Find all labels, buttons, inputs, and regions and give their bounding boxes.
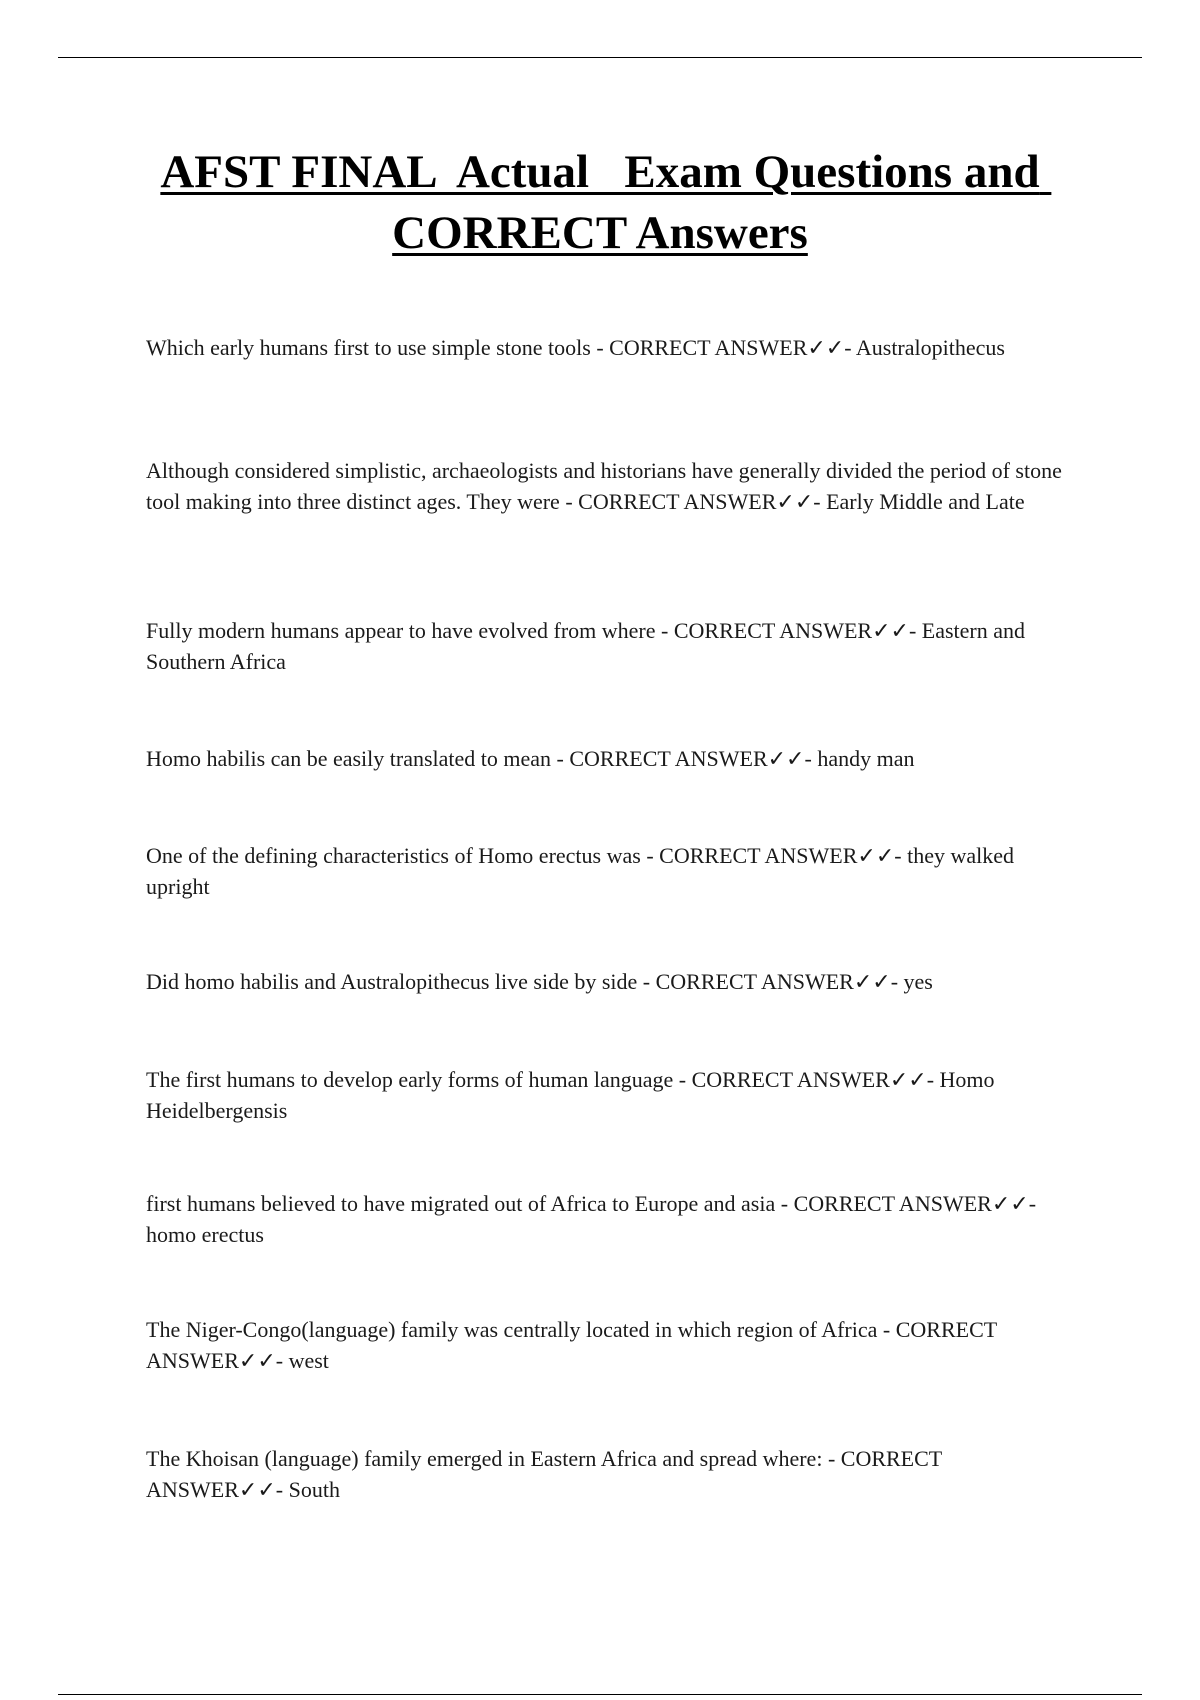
question-text: Although considered simplistic, archaeologists and historians have generally divided the period of stone tool making into three distinct ages. They were	[146, 458, 1062, 514]
qa-item: first humans believed to have migrated out of Africa to Europe and asia - CORRECT ANSWER✓✓- homo erectus	[146, 1191, 1037, 1247]
qa-item: One of the defining characteristics of Homo erectus was - CORRECT ANSWER✓✓- they walked upright	[146, 843, 1014, 899]
answer-text: Australopithecus	[855, 335, 1005, 360]
answer-marker: CORRECT ANSWER✓✓	[655, 969, 891, 994]
question-text: Which early humans first to use simple stone tools	[146, 335, 591, 360]
footer-rule	[58, 1694, 1142, 1695]
qa-item: The Khoisan (language) family emerged in Eastern Africa and spread where: - CORRECT ANSWER✓✓- South	[146, 1446, 942, 1502]
question-text: Did homo habilis and Australopithecus live side by side	[146, 969, 638, 994]
answer-text: South	[288, 1477, 340, 1502]
question-text: Fully modern humans appear to have evolved from where	[146, 618, 656, 643]
page-title: AFST FINAL Actual Exam Questions and CORRECT Answers	[160, 146, 1052, 259]
answer-text: Homo Heidelbergensis	[146, 1067, 995, 1123]
question-text: Homo habilis can be easily translated to mean	[146, 746, 552, 771]
qa-item: Did homo habilis and Australopithecus live side by side - CORRECT ANSWER✓✓- yes	[146, 969, 933, 994]
question-text: One of the defining characteristics of Homo erectus was	[146, 843, 641, 868]
question-text: The Khoisan (language) family emerged in Eastern Africa and spread where:	[146, 1446, 823, 1471]
question-text: The Niger-Congo(language) family was centrally located in which region of Africa	[146, 1317, 878, 1342]
answer-text: west	[288, 1348, 329, 1373]
qa-item: Although considered simplistic, archaeologists and historians have generally divided the period of stone tool making into three distinct ages. They were - CORRECT ANSWER✓✓- Early Middle and Late	[146, 458, 1062, 514]
answer-text: yes	[903, 969, 933, 994]
answer-marker: CORRECT ANSWER✓✓	[691, 1067, 927, 1092]
answer-text: homo erectus	[146, 1222, 264, 1247]
answer-marker: CORRECT ANSWER✓✓	[578, 489, 814, 514]
answer-marker: CORRECT ANSWER✓✓	[659, 843, 895, 868]
question-text: first humans believed to have migrated out of Africa to Europe and asia	[146, 1191, 776, 1216]
answer-text: Early Middle and Late	[826, 489, 1025, 514]
header-rule	[58, 57, 1142, 58]
qa-item: Homo habilis can be easily translated to mean - CORRECT ANSWER✓✓- handy man	[146, 746, 915, 771]
answer-marker: CORRECT ANSWER✓✓	[609, 335, 845, 360]
answer-marker: CORRECT ANSWER✓✓	[673, 618, 909, 643]
answer-text: they walked upright	[146, 843, 1014, 899]
qa-item: The Niger-Congo(language) family was centrally located in which region of Africa - CORRECT ANSWER✓✓- west	[146, 1317, 997, 1373]
qa-item: Fully modern humans appear to have evolved from where - CORRECT ANSWER✓✓- Eastern and Southern Africa	[146, 618, 1026, 674]
qa-item: The first humans to develop early forms of human language - CORRECT ANSWER✓✓- Homo Heidelbergensis	[146, 1067, 995, 1123]
answer-marker: CORRECT ANSWER✓✓	[569, 746, 805, 771]
question-text: The first humans to develop early forms of human language	[146, 1067, 674, 1092]
qa-item: Which early humans first to use simple stone tools - CORRECT ANSWER✓✓- Australopithecus	[146, 335, 1005, 360]
answer-marker: CORRECT ANSWER✓✓	[146, 1446, 942, 1502]
answer-text: handy man	[817, 746, 915, 771]
answer-marker: CORRECT ANSWER✓✓	[146, 1317, 997, 1373]
answer-text: Eastern and Southern Africa	[146, 618, 1026, 674]
answer-marker: CORRECT ANSWER✓✓	[793, 1191, 1029, 1216]
